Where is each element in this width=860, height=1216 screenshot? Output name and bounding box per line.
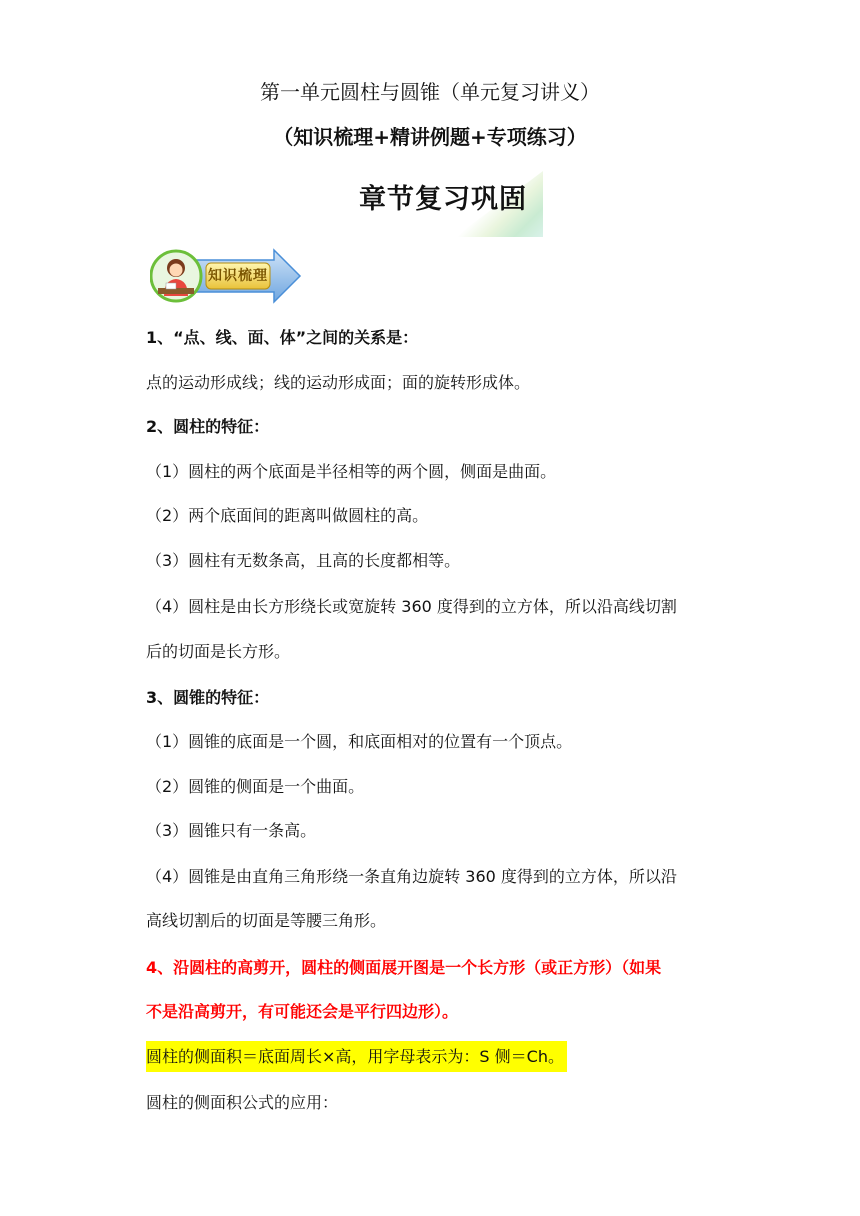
list-item: （2）圆锥的侧面是一个曲面。 bbox=[146, 777, 365, 796]
knowledge-badge bbox=[150, 246, 304, 308]
list-item: 高线切割后的切面是等腰三角形。 bbox=[146, 911, 387, 930]
section-4-line-2: 不是沿高剪开，有可能还会是平行四边形）。 bbox=[146, 1002, 459, 1021]
section-1-heading: 1、“点、线、面、体”之间的关系是： bbox=[146, 328, 419, 347]
list-item: （3）圆柱有无数条高，且高的长度都相等。 bbox=[146, 551, 461, 570]
application-heading: 圆柱的侧面积公式的应用： bbox=[146, 1093, 339, 1112]
list-item: 后的切面是长方形。 bbox=[146, 642, 291, 661]
section-2-heading: 2、圆柱的特征： bbox=[146, 417, 270, 436]
section-4-line-1: 4、沿圆柱的高剪开，圆柱的侧面展开图是一个长方形（或正方形）（如果 bbox=[146, 958, 662, 977]
list-item: （4）圆锥是由直角三角形绕一条直角边旋转 360 度得到的立方体，所以沿 bbox=[146, 867, 677, 886]
document-subtitle: （知识梳理+精讲例题+专项练习） bbox=[273, 125, 587, 149]
section-3-heading: 3、圆锥的特征： bbox=[146, 688, 270, 707]
list-item: （4）圆柱是由长方形绕长或宽旋转 360 度得到的立方体，所以沿高线切割 bbox=[146, 597, 677, 616]
badge-label: 知识梳理 bbox=[208, 268, 268, 284]
banner-title: 章节复习巩固 bbox=[359, 184, 527, 215]
list-item: （1）圆柱的两个底面是半径相等的两个圆，侧面是曲面。 bbox=[146, 462, 557, 481]
list-item: （1）圆锥的底面是一个圆，和底面相对的位置有一个顶点。 bbox=[146, 732, 573, 751]
section-banner bbox=[359, 171, 543, 237]
section-1-text: 点的运动形成线；线的运动形成面；面的旋转形成体。 bbox=[146, 373, 531, 392]
list-item: （2）两个底面间的距离叫做圆柱的高。 bbox=[146, 506, 429, 525]
formula-line bbox=[146, 1046, 567, 1068]
document-title: 第一单元圆柱与圆锥（单元复习讲义） bbox=[260, 80, 600, 104]
list-item: （3）圆锥只有一条高。 bbox=[146, 821, 317, 840]
highlighted-formula: 圆柱的侧面积＝底面周长×高，用字母表示为：S 侧＝Ch。 bbox=[146, 1041, 567, 1072]
